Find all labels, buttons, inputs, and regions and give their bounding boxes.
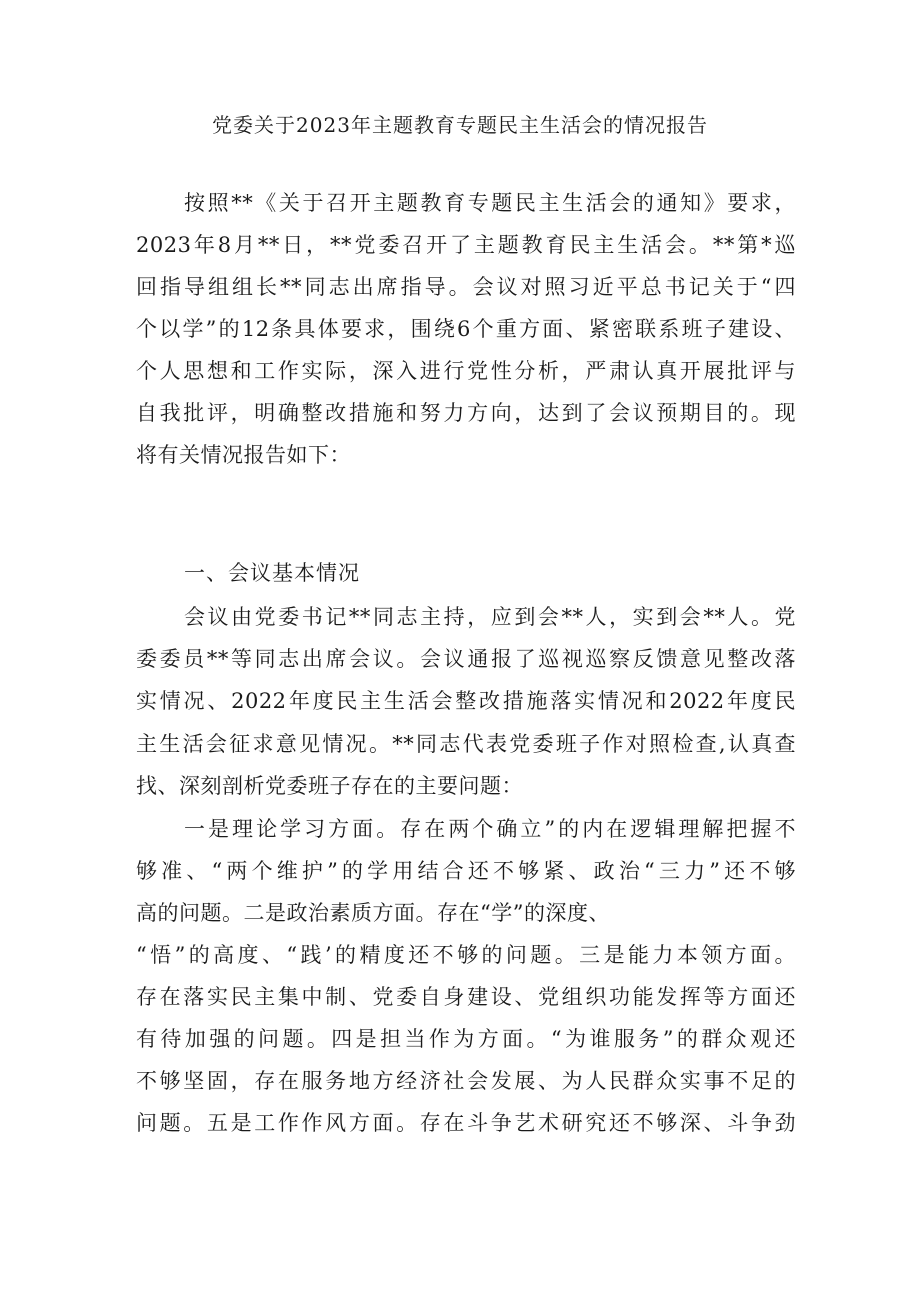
paragraph-line: 一是理论学习方面。存在两个确立”的内在逻辑理解把握不 xyxy=(184,817,796,841)
paragraph-line: 高的问题。二是政治素质方面。存在“学”的深度、 xyxy=(136,901,610,925)
paragraph-line: 个人思想和工作实际，深入进行党性分析，严肃认真开展批评与 xyxy=(136,359,796,383)
paragraph-line: 问题。五是工作作风方面。存在斗争艺术研究还不够深、斗争劲 xyxy=(136,1111,796,1135)
paragraph-line: 会议由党委书记**同志主持，应到会**人，实到会**人。党 xyxy=(184,605,796,629)
paragraph-line: 将有关情况报告如下： xyxy=(136,443,351,467)
paragraph-line: 实情况、2022年度民主生活会整改措施落实情况和2022年度民 xyxy=(136,689,796,713)
paragraph-line: 有待加强的问题。四是担当作为方面。“为谁服务”的群众观还 xyxy=(136,1027,796,1051)
paragraph-line: 回指导组组长**同志出席指导。会议对照习近平总书记关于“四 xyxy=(136,275,796,299)
section-heading: 一、会议基本情况 xyxy=(184,561,360,585)
paragraph-line: 不够坚固，存在服务地方经济社会发展、为人民群众实事不足的 xyxy=(136,1069,796,1093)
paragraph-line: 够准、“两个维护”的学用结合还不够紧、政治“三力”还不够 xyxy=(136,859,796,883)
paragraph-line: “悟”的高度、“践’的精度还不够的问题。三是能力本领方面。 xyxy=(136,943,796,967)
paragraph-line: 找、深刻剖析党委班子存在的主要问题： xyxy=(136,774,523,798)
document-title: 党委关于2023年主题教育专题民主生活会的情况报告 xyxy=(212,113,708,137)
paragraph-line: 存在落实民主集中制、党委自身建设、党组织功能发挥等方面还 xyxy=(136,985,796,1009)
paragraph-line: 主生活会征求意见情况。**同志代表党委班子作对照检查,认真查 xyxy=(136,732,796,756)
paragraph-line: 2023年8月**日，**党委召开了主题教育民主生活会。**第*巡 xyxy=(136,233,796,257)
paragraph-line: 自我批评，明确整改措施和努力方向，达到了会议预期目的。现 xyxy=(136,401,796,425)
paragraph-line: 按照**《关于召开主题教育专题民主生活会的通知》要求， xyxy=(184,191,796,215)
paragraph-line: 个以学”的12条具体要求，围绕6个重方面、紧密联系班子建设、 xyxy=(136,317,796,341)
paragraph-line: 委委员**等同志出席会议。会议通报了巡视巡察反馈意见整改落 xyxy=(136,647,796,671)
